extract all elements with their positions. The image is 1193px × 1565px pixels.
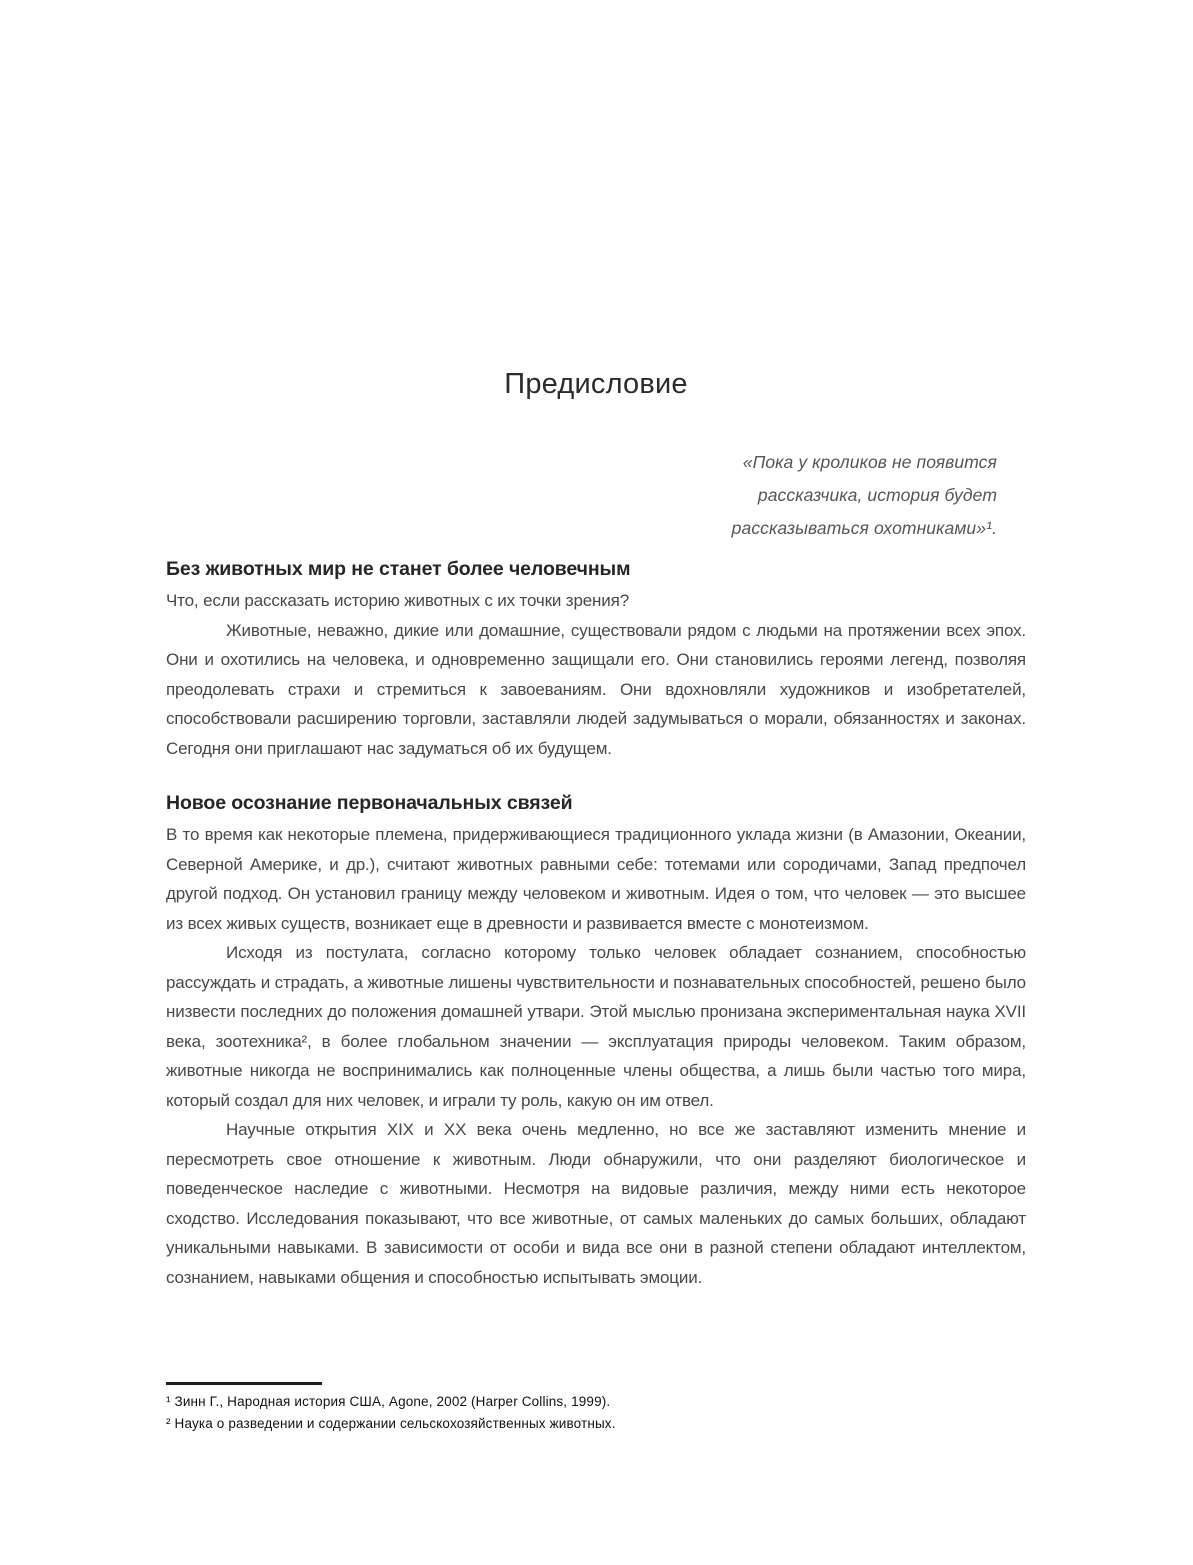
- footnote: ¹ Зинн Г., Народная история США, Agone, 2002 (Harper Collins, 1999).: [166, 1394, 611, 1409]
- page-body: [166, 556, 1026, 1292]
- epigraph: [732, 446, 997, 545]
- page-title: Предисловие: [504, 368, 688, 400]
- footnote: ² Наука о разведении и содержании сельскохозяйственных животных.: [166, 1415, 616, 1431]
- paragraph: Животные, неважно, дикие или домашние, существовали рядом с людьми на протяжении всех эпох. Они и охотились на человека, и одновременно защищали его. Они становились героями легенд, позволяя преодолевать страхи и стремиться к завоеваниям. Они вдохновляли художников и изобретателей, способствовали расширению торговли, заставляли людей задумываться о морали, обязанностях и законах. Сегодня они приглашают нас задуматься об их будущем.: [166, 620, 1026, 758]
- section-heading-1: Без животных мир не станет более человечным: [166, 558, 631, 580]
- epigraph-line: рассказываться охотниками»¹.: [731, 518, 997, 538]
- footnote-divider: [166, 1382, 322, 1385]
- paragraph: Что, если рассказать историю животных с их точки зрения?: [166, 591, 630, 610]
- paragraph: В то время как некоторые племена, придерживающиеся традиционного уклада жизни (в Амазонии, Океании, Северной Америке, и др.), считают животных равными себе: тотемами или сородичами, Запад предпочел другой подход. Он установил границу между человеком и животным. Идея о том, что человек — это высшее из всех живых существ, возникает еще в древности и развивается вместе с монотеизмом.: [166, 825, 1026, 933]
- paragraph: Научные открытия XIX и XX века очень медленно, но все же заставляют изменить мнение и пересмотреть свое отношение к животным. Люди обнаружили, что они разделяют биологическое и поведенческое наследие с животными. Несмотря на видовые различия, между ними есть некоторое сходство. Исследования показывают, что все животные, от самых маленьких до самых больших, обладают уникальными навыками. В зависимости от особи и вида все они в разной степени обладают интеллектом, сознанием, навыками общения и способностью испытывать эмоции.: [166, 1120, 1026, 1287]
- section-heading-2: Новое осознание первоначальных связей: [166, 792, 573, 814]
- footnotes: [166, 1382, 1026, 1434]
- epigraph-line: «Пока у кроликов не появится: [742, 452, 997, 472]
- epigraph-line: рассказчика, история будет: [757, 485, 997, 505]
- paragraph: Исходя из постулата, согласно которому только человек обладает сознанием, способностью рассуждать и страдать, а животные лишены чувствительности и познавательных способностей, решено было низвести последних до положения домашней утвари. Этой мыслью пронизана экспериментальная наука XVII века, зоотехника², в более глобальном значении — эксплуатация природы человеком. Таким образом, животные никогда не воспринимались как полноценные члены общества, а лишь были частью того мира, который создал для них человек, и играли ту роль, какую он им отвел.: [166, 943, 1026, 1110]
